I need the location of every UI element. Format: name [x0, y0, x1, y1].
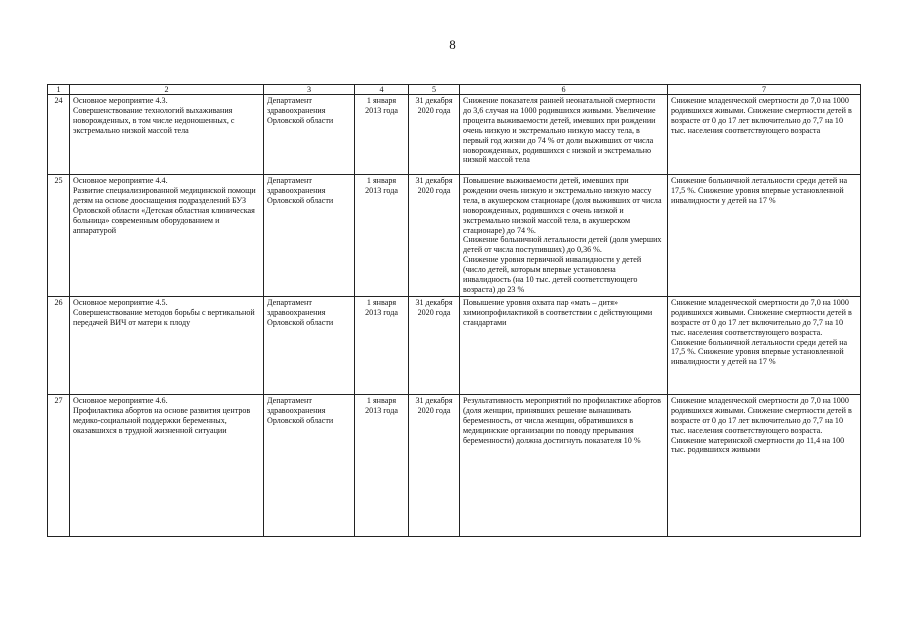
- row-number: 24: [48, 95, 70, 175]
- indicator-cell: [668, 95, 861, 175]
- executor-text: Департамент здравоохранения Орловской области: [267, 395, 334, 425]
- indicator-text: Снижение больничной летальности среди детей на 17,5 %. Снижение уровня впервые установленной инвалидности у детей на 17 %: [671, 176, 848, 205]
- executor-cell: [264, 296, 355, 394]
- header-row: [48, 85, 861, 95]
- indicator-text: Снижение младенческой смертности до 7,0 на 1000 родившихся живыми. Снижение смертности детей в возрасте от 0 до 17 лет включительно до 7,7 на 10 тыс. населения соответствующего возраста. Снижение больничной летальности среди детей на 17,5 %. Снижение уровня впервые установленной инвалидности у детей на 17 %: [671, 297, 852, 367]
- result-cell: [460, 175, 668, 297]
- executor-text: Департамент здравоохранения Орловской области: [267, 96, 334, 125]
- result-cell: [460, 394, 668, 536]
- executor-text: Департамент здравоохранения Орловской области: [267, 176, 334, 205]
- indicator-text: Снижение младенческой смертности до 7,0 на 1000 родившихся живыми. Снижение смертности детей в возрасте от 0 до 17 лет включительно до 7,7 на 10 тыс. населения соответствующего возраста. Снижение материнской смертности до 11,4 на 100 тыс. родившихся живыми: [671, 395, 852, 455]
- activity-cell: [70, 175, 264, 297]
- result-text: Повышение выживаемости детей, имевших при рождении очень низкую и экстремально низкую массу тела, в акушерском стационаре (доля выживших от числа новорожденных, родившихся с очень низкой и экстремально низкой массой тела, в акушерском стационаре) до 74 %. Снижение больничной летальности детей (доля умерших детей от числа поступивших) до 0,36 %. Снижение уровня первичной инвалидности у детей (число детей, которым впервые установлена инвалидность (на 10 тыс. детей соответствующего возраста) до 23 %: [463, 176, 662, 294]
- start-date: 1 января 2013 года: [355, 175, 409, 297]
- result-text: Повышение уровня охвата пар «мать – дитя» химиопрофилактикой в соответствии с действующими стандартами: [463, 297, 653, 327]
- activity-text: Основное мероприятие 4.5. Совершенствование методов борьбы с вертикальной передачей ВИЧ от матери к плоду: [73, 297, 255, 327]
- table-row: [48, 296, 861, 394]
- activity-cell: [70, 296, 264, 394]
- start-date: 1 января 2013 года: [355, 95, 409, 175]
- activity-text: Основное мероприятие 4.4. Развитие специализированной медицинской помощи детям на основе дооснащения подразделений БУЗ Орловской области «Детская областная клиническая больница» современным оборудованием и аппаратурой: [73, 176, 256, 235]
- executor-cell: [264, 95, 355, 175]
- indicator-cell: [668, 175, 861, 297]
- executor-text: Департамент здравоохранения Орловской области: [267, 297, 334, 327]
- end-date: 31 декабря 2020 года: [409, 95, 460, 175]
- activity-text: Основное мероприятие 4.6. Профилактика абортов на основе развития центров медико-социальной поддержки беременных, оказавшихся в трудной жизненной ситуации: [73, 395, 251, 435]
- table-row: [48, 95, 861, 175]
- col-header-end: 5: [409, 85, 460, 95]
- col-header-number: 1: [48, 85, 70, 95]
- program-activities-table: [47, 84, 861, 537]
- result-text: Снижение показателя ранней неонатальной смертности до 3,6 случая на 1000 родившихся живыми. Увеличение процента выживаемости детей, имевших при рождении очень низкую и экстремально низкую массу тела, в первый год жизни до 74 % от доли выживших от числа новорожденных, родившихся с низкой и экстремально низкой массой тела: [463, 96, 656, 165]
- activity-cell: [70, 394, 264, 536]
- activity-cell: [70, 95, 264, 175]
- col-header-executor: 3: [264, 85, 355, 95]
- end-date: 31 декабря 2020 года: [409, 296, 460, 394]
- activity-text: Основное мероприятие 4.3. Совершенствование технологий выхаживания новорожденных, в том числе недоношенных, с экстремально низкой массой тела: [73, 96, 235, 135]
- col-header-start: 4: [355, 85, 409, 95]
- start-date: 1 января 2013 года: [355, 394, 409, 536]
- page-number: 8: [449, 37, 456, 52]
- start-date: 1 января 2013 года: [355, 296, 409, 394]
- result-cell: [460, 95, 668, 175]
- col-header-indicator: 7: [668, 85, 861, 95]
- row-number: 27: [48, 394, 70, 536]
- executor-cell: [264, 394, 355, 536]
- table-row: [48, 394, 861, 536]
- indicator-text: Снижение младенческой смертности до 7,0 на 1000 родившихся живыми. Снижение смертности детей в возрасте от 0 до 17 лет включительно до 7,7 на 10 тыс. населения соответствующего возраста: [671, 96, 852, 135]
- result-text: Результативность мероприятий по профилактике абортов (доля женщин, принявших решение вынашивать беременность, от числа женщин, обратившихся в медицинские организации по поводу прерывания беременности) должна достигнуть показателя 10 %: [463, 395, 661, 445]
- executor-cell: [264, 175, 355, 297]
- row-number: 25: [48, 175, 70, 297]
- end-date: 31 декабря 2020 года: [409, 175, 460, 297]
- indicator-cell: [668, 394, 861, 536]
- col-header-result: 6: [460, 85, 668, 95]
- row-number: 26: [48, 296, 70, 394]
- result-cell: [460, 296, 668, 394]
- end-date: 31 декабря 2020 года: [409, 394, 460, 536]
- table-row: [48, 175, 861, 297]
- col-header-activity: 2: [70, 85, 264, 95]
- indicator-cell: [668, 296, 861, 394]
